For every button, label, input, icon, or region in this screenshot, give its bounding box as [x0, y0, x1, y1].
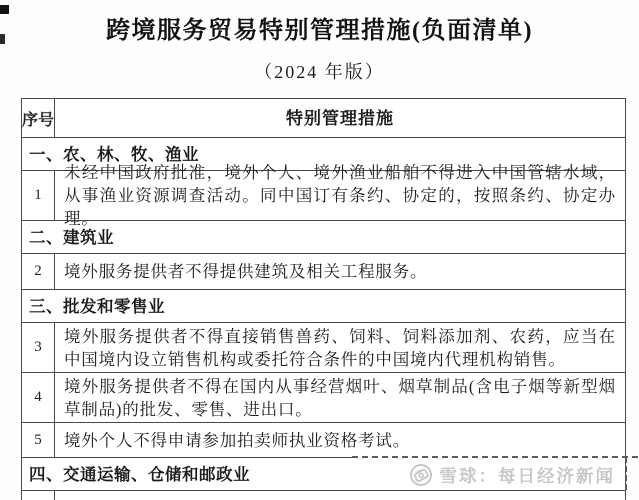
- item-row-5: [22, 422, 625, 457]
- section-label: 四、交通运输、仓储和邮政业: [29, 464, 250, 484]
- item-measure-text: 境外个人不得申请参加拍卖师执业资格考试。: [64, 430, 410, 450]
- watermark-text: 雪球：每日经济新闻: [439, 465, 615, 486]
- measures-table: [21, 98, 626, 500]
- item-measure-text: 境外服务提供者不得提供建筑及相关工程服务。: [64, 262, 428, 281]
- item-row-4: [22, 372, 625, 422]
- item-row-2: [22, 253, 625, 289]
- item-number: 2: [22, 254, 55, 289]
- section-row-construction: [22, 220, 625, 253]
- section-row-wholesale-retail: [22, 289, 625, 322]
- xueqiu-logo-icon: [409, 463, 433, 487]
- dashed-crop-line-vertical: [625, 457, 627, 490]
- item-number: 5: [22, 423, 55, 457]
- item-measure-text: 境外服务提供者不得直接销售兽药、饲料、饲料添加剂、农药，应当在中国境内设立销售机构或委托符合条件的中国境内代理机构销售。: [64, 326, 616, 369]
- item-row-1: [22, 163, 625, 228]
- header-col-index: 序号: [22, 99, 55, 137]
- dashed-crop-line-horizontal: [352, 456, 639, 458]
- page-title: 跨境服务贸易特别管理措施(负面清单): [106, 18, 533, 44]
- partial-row: [22, 490, 625, 500]
- item-number: 4: [22, 373, 55, 422]
- item-measure-text: 未经中国政府批准，境外个人、境外渔业船舶不得进入中国管辖水域，从事渔业资源调查活动。同中国订有条约、协定的，按照条约、协定办理。: [64, 163, 616, 228]
- item-row-3: [22, 322, 625, 372]
- table-header-row: [22, 99, 625, 137]
- header-col-measures: 特别管理措施: [286, 108, 394, 128]
- section-label: 二、建筑业: [29, 227, 114, 247]
- item-measure-text: 境外服务提供者不得在国内从事经营烟叶、烟草制品(含电子烟等新型烟草制品)的批发、零售、进出口。: [64, 376, 616, 419]
- item-number: [22, 491, 55, 500]
- section-label: 一、农、林、牧、渔业: [29, 144, 199, 164]
- watermark: [409, 460, 616, 490]
- item-number: 3: [22, 323, 55, 372]
- page-subtitle: （2024 年版）: [254, 62, 385, 82]
- section-label: 三、批发和零售业: [29, 296, 165, 316]
- item-number: 1: [22, 171, 55, 220]
